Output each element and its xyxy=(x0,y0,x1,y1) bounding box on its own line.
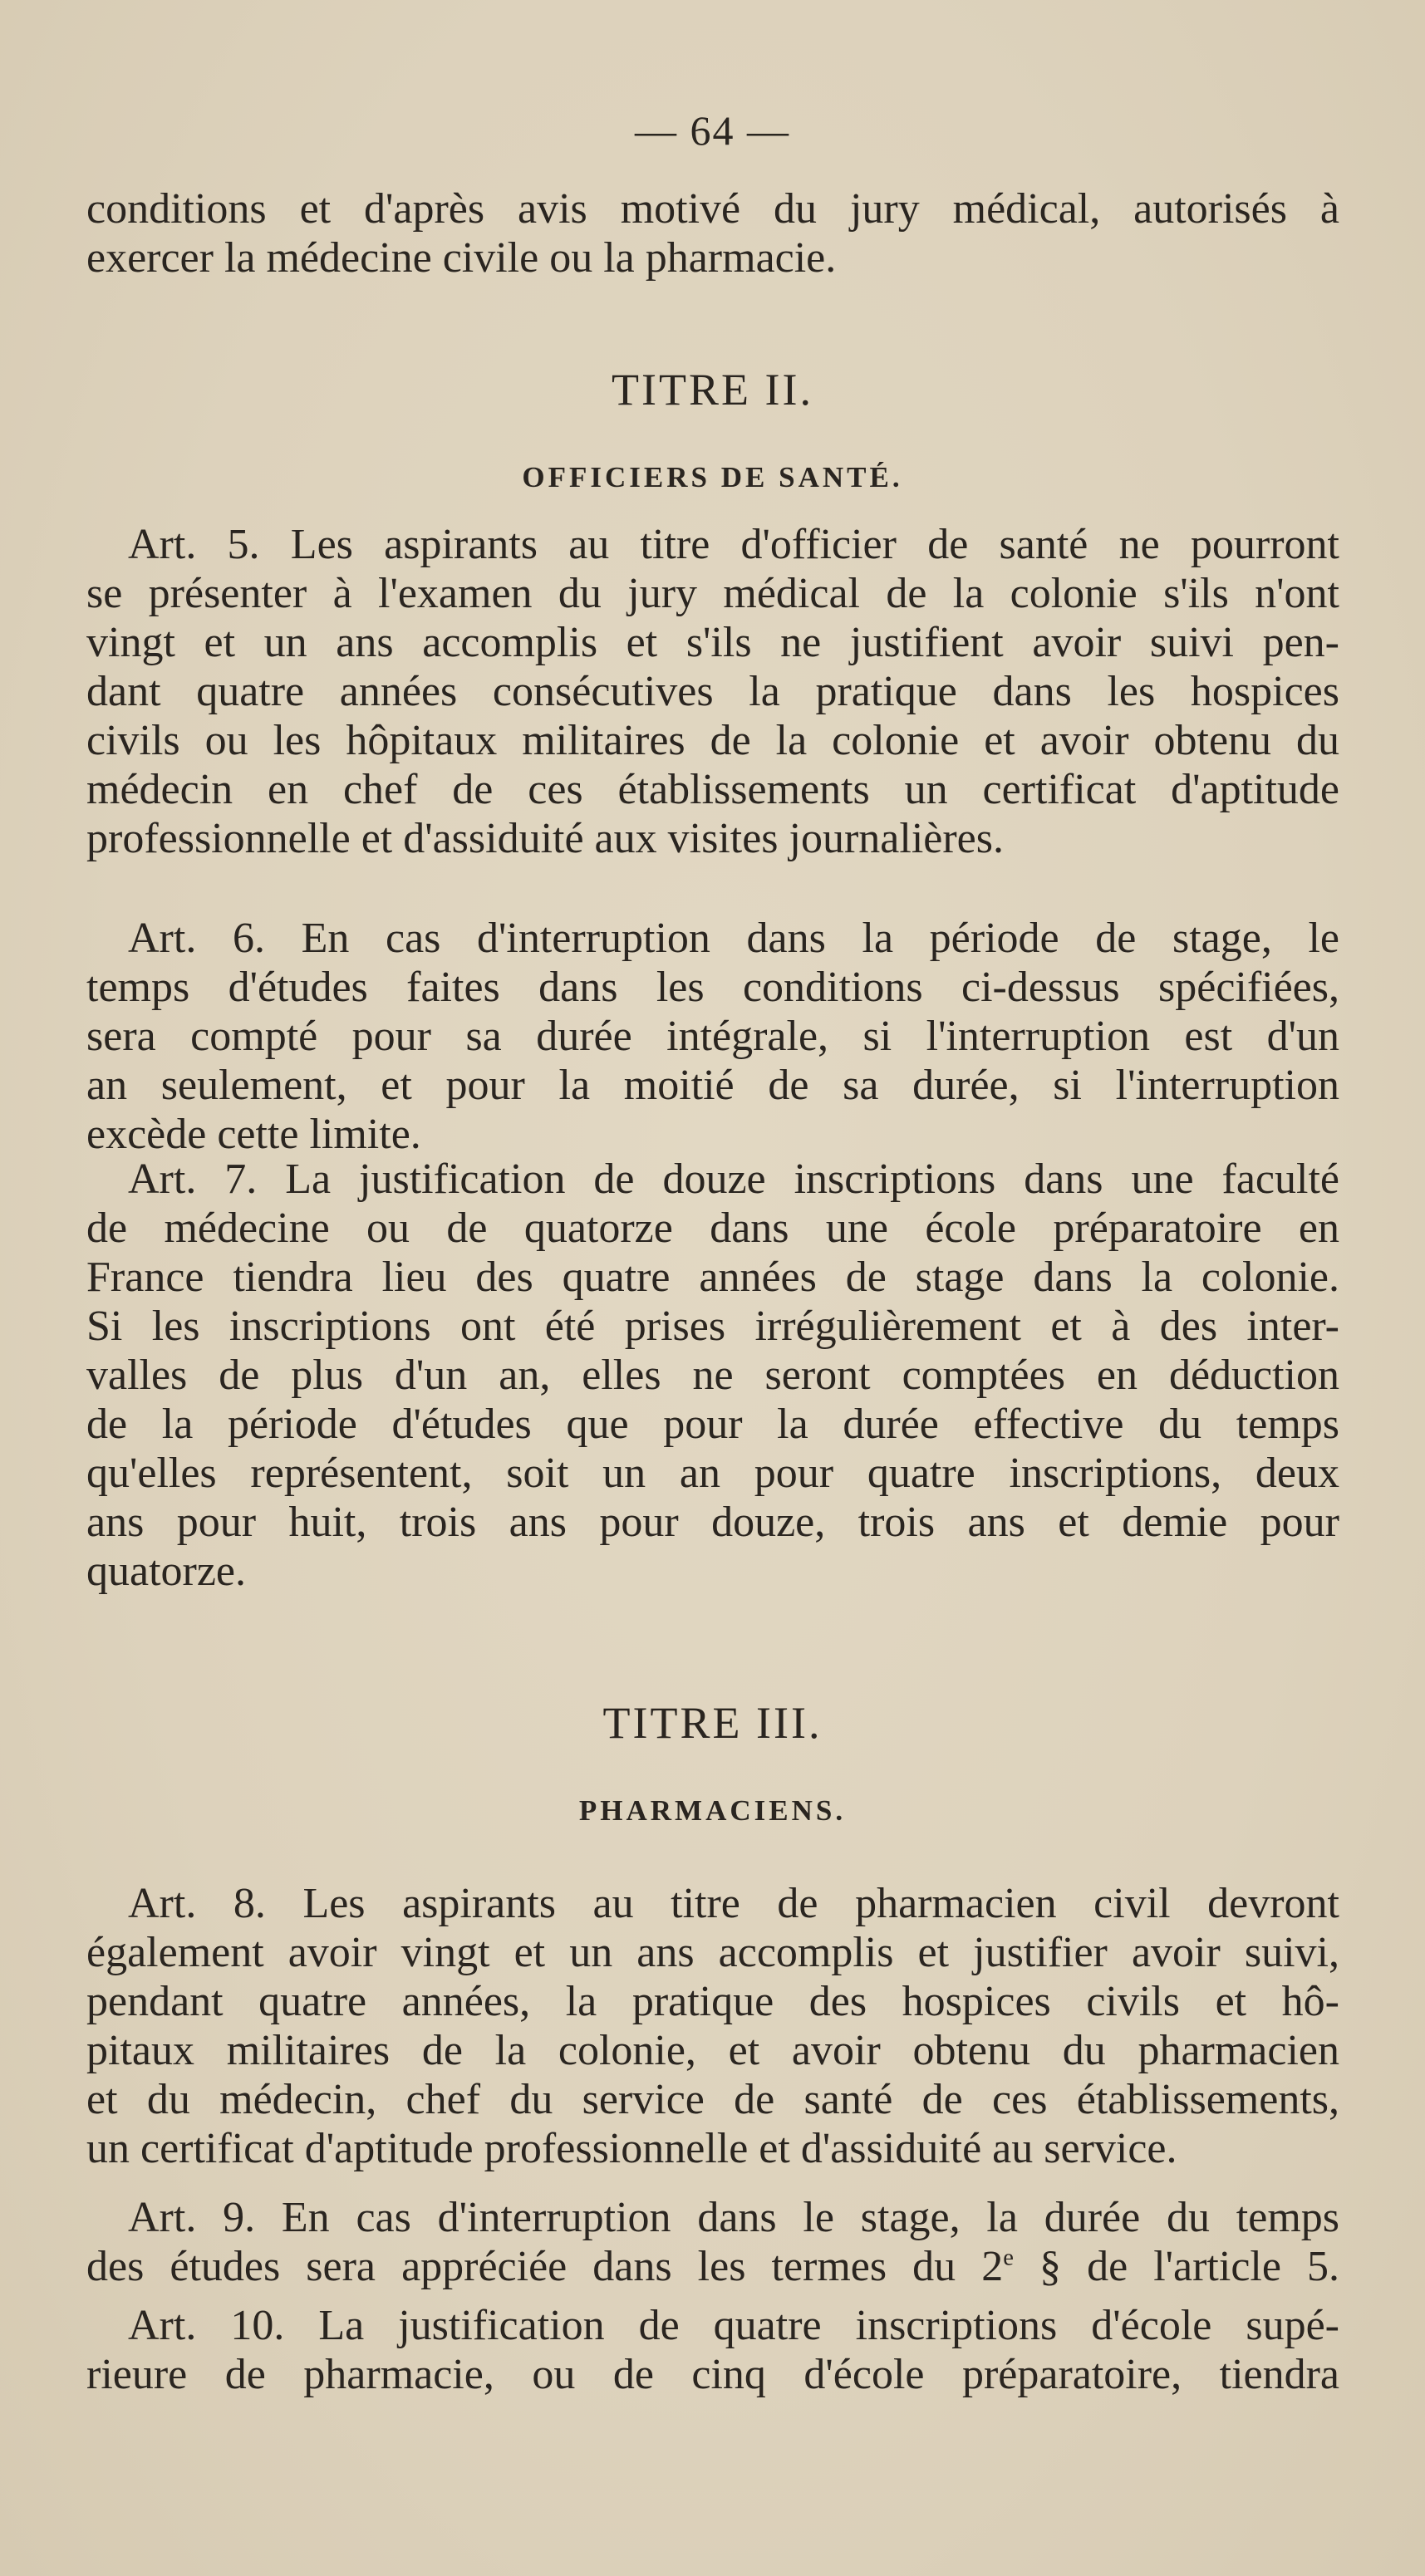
section-title-2: TITRE II. xyxy=(612,365,813,415)
text-line: Art. 9. En cas d'interruption dans le stage, la durée du temps xyxy=(128,2194,1339,2241)
text-line: vingt et un ans accomplis et s'ils ne justifient avoir suivi pen- xyxy=(86,619,1339,666)
intro-paragraph xyxy=(86,184,1339,282)
text-line: an seulement, et pour la moitié de sa durée, si l'interruption xyxy=(86,1062,1339,1109)
text-line: dant quatre années consécutives la pratique dans les hospices xyxy=(86,668,1339,715)
text-line: Si les inscriptions ont été prises irrégulièrement et à des inter- xyxy=(86,1303,1339,1350)
text-fragment: § de l'article 5. xyxy=(1013,2243,1340,2290)
article-7 xyxy=(86,1155,1339,1596)
text-line: civils ou les hôpitaux militaires de la colonie et avoir obtenu du xyxy=(86,717,1339,764)
text-line: sera compté pour sa durée intégrale, si l'interruption est d'un xyxy=(86,1013,1339,1060)
text-fragment: des études sera appréciée dans les termes du 2 xyxy=(86,2243,1004,2290)
text-line: Art. 5. Les aspirants au titre d'officier de santé ne pourront xyxy=(128,521,1339,568)
text-line: de médecine ou de quatorze dans une école préparatoire en xyxy=(86,1205,1339,1252)
section-subtitle-2: OFFICIERS DE SANTÉ. xyxy=(522,461,903,493)
article-10 xyxy=(86,2301,1339,2399)
article-8 xyxy=(86,1879,1339,2173)
article-9 xyxy=(86,2193,1339,2291)
text-line: également avoir vingt et un ans accomplis et justifier avoir suivi, xyxy=(86,1929,1339,1976)
text-line: et du médecin, chef du service de santé de ces établissements, xyxy=(86,2076,1339,2123)
text-line: Art. 7. La justification de douze inscriptions dans une faculté xyxy=(128,1156,1339,1203)
text-line: professionnelle et d'assiduité aux visites journalières. xyxy=(86,815,1004,862)
text-line: excède cette limite. xyxy=(86,1111,421,1158)
text-line: Art. 10. La justification de quatre inscriptions d'école supé- xyxy=(128,2302,1339,2349)
text-line: Art. 8. Les aspirants au titre de pharmacien civil devront xyxy=(128,1880,1339,1927)
text-line: rieure de pharmacie, ou de cinq d'école préparatoire, tiendra xyxy=(86,2351,1339,2398)
text-line: conditions et d'après avis motivé du jury médical, autorisés à xyxy=(86,185,1339,233)
text-line xyxy=(86,2242,1339,2291)
text-line: médecin en chef de ces établissements un certificat d'aptitude xyxy=(86,766,1339,813)
text-line: valles de plus d'un an, elles ne seront comptées en déduction xyxy=(86,1352,1339,1399)
text-line: quatorze. xyxy=(86,1548,247,1595)
text-line: ans pour huit, trois ans pour douze, trois ans et demie pour xyxy=(86,1499,1339,1546)
superscript: e xyxy=(1003,2245,1014,2271)
text-line: se présenter à l'examen du jury médical de la colonie s'ils n'ont xyxy=(86,570,1339,617)
article-5 xyxy=(86,520,1339,863)
text-line: pitaux militaires de la colonie, et avoir obtenu du pharmacien xyxy=(86,2027,1339,2074)
text-line: de la période d'études que pour la durée effective du temps xyxy=(86,1401,1339,1448)
text-line: un certificat d'aptitude professionnelle et d'assiduité au service. xyxy=(86,2125,1177,2172)
text-line: temps d'études faites dans les conditions ci-dessus spécifiées, xyxy=(86,964,1339,1011)
text-line: Art. 6. En cas d'interruption dans la période de stage, le xyxy=(128,915,1339,962)
section-subtitle-3: PHARMACIENS. xyxy=(578,1794,847,1827)
text-line: qu'elles représentent, soit un an pour quatre inscriptions, deux xyxy=(86,1450,1339,1497)
page-number: — 64 — xyxy=(635,107,790,154)
section-title-3: TITRE III. xyxy=(602,1698,823,1748)
text-line: pendant quatre années, la pratique des hospices civils et hô- xyxy=(86,1978,1339,2025)
text-line: exercer la médecine civile ou la pharmacie. xyxy=(86,234,837,282)
article-6 xyxy=(86,914,1339,1159)
text-line: France tiendra lieu des quatre années de stage dans la colonie. xyxy=(86,1254,1339,1301)
